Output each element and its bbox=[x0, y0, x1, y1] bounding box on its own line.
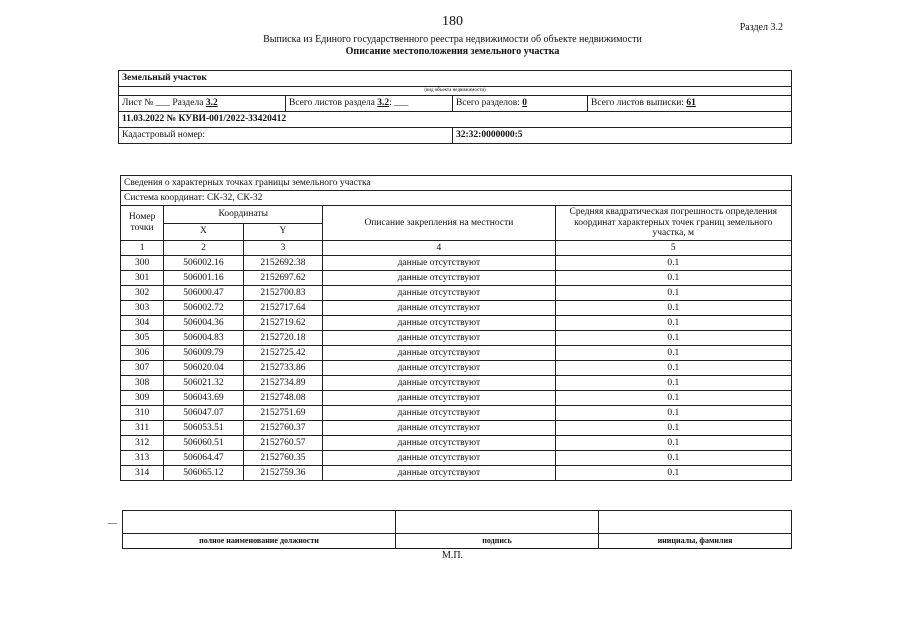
cell-x: 506002.16 bbox=[164, 256, 243, 271]
coordinate-system: Система координат: СК-32, СК-32 bbox=[121, 191, 792, 206]
cell-y: 2152759.36 bbox=[243, 466, 322, 481]
cell-d: данные отсутствуют bbox=[323, 316, 555, 331]
cell-n: 301 bbox=[121, 271, 164, 286]
table-row bbox=[121, 271, 792, 286]
header-table bbox=[118, 70, 792, 144]
cell-x: 506065.12 bbox=[164, 466, 243, 481]
cell-n: 300 bbox=[121, 256, 164, 271]
cell-d: данные отсутствуют bbox=[323, 421, 555, 436]
table-row bbox=[121, 391, 792, 406]
cell-y: 2152725.42 bbox=[243, 346, 322, 361]
document-subtitle: Описание местоположения земельного участка bbox=[345, 46, 560, 57]
cell-e: 0.1 bbox=[555, 346, 791, 361]
cell-e: 0.1 bbox=[555, 406, 791, 421]
column-numbers-row: 1 2 3 4 5 bbox=[121, 241, 792, 256]
cell-x: 506053.51 bbox=[164, 421, 243, 436]
cell-d: данные отсутствуют bbox=[323, 361, 555, 376]
cell-y: 2152760.37 bbox=[243, 421, 322, 436]
table-row bbox=[121, 361, 792, 376]
cell-x: 506001.16 bbox=[164, 271, 243, 286]
doc-date-number: 11.03.2022 № КУВИ-001/2022-33420412 bbox=[119, 112, 792, 128]
cell-e: 0.1 bbox=[555, 361, 791, 376]
cell-x: 506002.72 bbox=[164, 301, 243, 316]
cell-d: данные отсутствуют bbox=[323, 451, 555, 466]
cell-e: 0.1 bbox=[555, 286, 791, 301]
col-y: Y bbox=[243, 223, 322, 241]
cell-x: 506009.79 bbox=[164, 346, 243, 361]
cell-d: данные отсутствуют bbox=[323, 271, 555, 286]
object-type-caption: (вид объекта недвижимости) bbox=[119, 87, 792, 96]
position-label: полное наименование должности bbox=[123, 534, 396, 549]
cell-n: 302 bbox=[121, 286, 164, 301]
cell-e: 0.1 bbox=[555, 451, 791, 466]
cell-y: 2152700.83 bbox=[243, 286, 322, 301]
cell-d: данные отсутствуют bbox=[323, 376, 555, 391]
object-type: Земельный участок bbox=[119, 71, 792, 87]
cell-y: 2152760.35 bbox=[243, 451, 322, 466]
cell-n: 312 bbox=[121, 436, 164, 451]
cell-x: 506000.47 bbox=[164, 286, 243, 301]
total-sheets-section-cell: Всего листов раздела 3.2: ___ bbox=[286, 96, 453, 112]
cell-n: 309 bbox=[121, 391, 164, 406]
col-coordinates: Координаты bbox=[164, 206, 323, 224]
total-sections-cell: Всего разделов: 0 bbox=[453, 96, 588, 112]
cell-x: 506020.04 bbox=[164, 361, 243, 376]
cell-y: 2152717.64 bbox=[243, 301, 322, 316]
cell-n: 313 bbox=[121, 451, 164, 466]
col-x: X bbox=[164, 223, 243, 241]
name-blank bbox=[599, 511, 792, 534]
signature-label: подпись bbox=[396, 534, 599, 549]
table-caption: Сведения о характерных точках границы земельного участка bbox=[121, 176, 792, 191]
cell-y: 2152733.86 bbox=[243, 361, 322, 376]
table-row bbox=[121, 316, 792, 331]
cadastral-number: 32:32:0000000:5 bbox=[453, 128, 792, 144]
table-row bbox=[121, 406, 792, 421]
cell-x: 506004.83 bbox=[164, 331, 243, 346]
cell-d: данные отсутствуют bbox=[323, 436, 555, 451]
page-number: 180 bbox=[442, 14, 463, 29]
cell-n: 308 bbox=[121, 376, 164, 391]
cell-x: 506047.07 bbox=[164, 406, 243, 421]
cell-e: 0.1 bbox=[555, 271, 791, 286]
sheet-number-cell: Лист № ___ Раздела 3.2 bbox=[119, 96, 286, 112]
cell-d: данные отсутствуют bbox=[323, 301, 555, 316]
cell-y: 2152748.08 bbox=[243, 391, 322, 406]
table-row bbox=[121, 286, 792, 301]
cell-x: 506043.69 bbox=[164, 391, 243, 406]
cadastral-label: Кадастровый номер: bbox=[119, 128, 453, 144]
stamp-label: М.П. bbox=[441, 550, 464, 561]
cell-n: 311 bbox=[121, 421, 164, 436]
cell-e: 0.1 bbox=[555, 436, 791, 451]
position-blank bbox=[123, 511, 396, 534]
document-title: Выписка из Единого государственного реестра недвижимости об объекте недвижимости bbox=[263, 34, 642, 45]
cell-e: 0.1 bbox=[555, 466, 791, 481]
cell-y: 2152751.69 bbox=[243, 406, 322, 421]
cell-y: 2152692.38 bbox=[243, 256, 322, 271]
cell-n: 304 bbox=[121, 316, 164, 331]
signature-blank bbox=[396, 511, 599, 534]
cell-x: 506004.36 bbox=[164, 316, 243, 331]
cell-d: данные отсутствуют bbox=[323, 346, 555, 361]
table-row bbox=[121, 421, 792, 436]
dash-mark: — bbox=[108, 518, 117, 528]
table-row bbox=[121, 346, 792, 361]
cell-n: 305 bbox=[121, 331, 164, 346]
table-row bbox=[121, 451, 792, 466]
cell-n: 306 bbox=[121, 346, 164, 361]
col-point-number: Номер точки bbox=[121, 206, 164, 241]
col-description: Описание закрепления на местности bbox=[323, 206, 555, 241]
cell-y: 2152719.62 bbox=[243, 316, 322, 331]
cell-e: 0.1 bbox=[555, 391, 791, 406]
table-row bbox=[121, 301, 792, 316]
cell-n: 307 bbox=[121, 361, 164, 376]
cell-y: 2152697.62 bbox=[243, 271, 322, 286]
section-label: Раздел 3.2 bbox=[739, 22, 783, 33]
cell-e: 0.1 bbox=[555, 301, 791, 316]
cell-d: данные отсутствуют bbox=[323, 256, 555, 271]
cell-d: данные отсутствуют bbox=[323, 406, 555, 421]
table-row bbox=[121, 376, 792, 391]
cell-y: 2152734.89 bbox=[243, 376, 322, 391]
total-extract-sheets-cell: Всего листов выписки: 61 bbox=[588, 96, 792, 112]
cell-n: 310 bbox=[121, 406, 164, 421]
table-row bbox=[121, 331, 792, 346]
col-error: Средняя квадратическая погрешность определения координат характерных точек границ земельного участка, м bbox=[555, 206, 791, 241]
cell-n: 314 bbox=[121, 466, 164, 481]
cell-y: 2152760.57 bbox=[243, 436, 322, 451]
cell-e: 0.1 bbox=[555, 331, 791, 346]
cell-e: 0.1 bbox=[555, 376, 791, 391]
cell-n: 303 bbox=[121, 301, 164, 316]
cell-y: 2152720.18 bbox=[243, 331, 322, 346]
cell-e: 0.1 bbox=[555, 256, 791, 271]
cell-d: данные отсутствуют bbox=[323, 466, 555, 481]
cell-x: 506060.51 bbox=[164, 436, 243, 451]
name-label: инициалы, фамилия bbox=[599, 534, 792, 549]
boundary-points-table bbox=[120, 175, 792, 481]
cell-d: данные отсутствуют bbox=[323, 391, 555, 406]
table-row bbox=[121, 466, 792, 481]
cell-d: данные отсутствуют bbox=[323, 286, 555, 301]
signature-table bbox=[122, 510, 792, 549]
cell-e: 0.1 bbox=[555, 421, 791, 436]
cell-e: 0.1 bbox=[555, 316, 791, 331]
cell-x: 506021.32 bbox=[164, 376, 243, 391]
cell-d: данные отсутствуют bbox=[323, 331, 555, 346]
table-row bbox=[121, 436, 792, 451]
table-row bbox=[121, 256, 792, 271]
cell-x: 506064.47 bbox=[164, 451, 243, 466]
